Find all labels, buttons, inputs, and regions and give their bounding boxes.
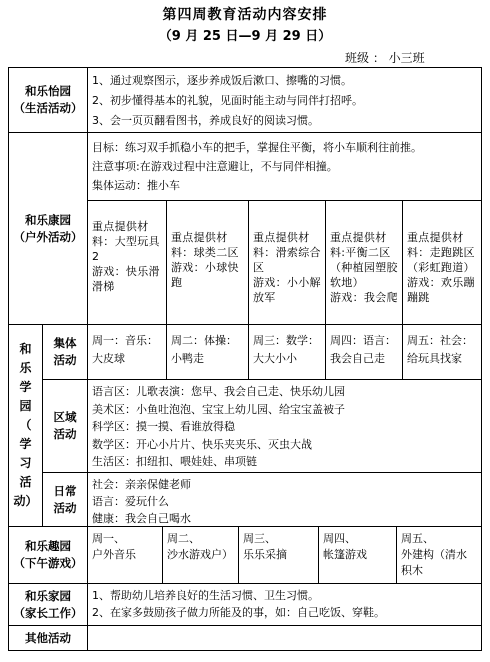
zone-game: 游戏：小小解放军 — [253, 276, 321, 304]
afternoon-day — [163, 529, 238, 583]
table-border — [481, 67, 482, 651]
zone-game: 游戏：快乐滑滑梯 — [92, 265, 160, 293]
life-label-line2: （生活活动） — [13, 101, 83, 115]
family-label-line2: （家长工作） — [13, 605, 83, 620]
outdoor-zone — [167, 228, 248, 324]
zone-game: 游戏：欢乐蹦蹦跳 — [407, 276, 475, 304]
daily-activity-label — [43, 473, 87, 526]
row-divider — [42, 472, 482, 473]
group-label-line2: 活动 — [53, 353, 77, 367]
outdoor-label-line1: 和乐康园 — [25, 212, 71, 227]
page-title: 第四周教育活动内容安排 — [162, 7, 328, 23]
group-day — [88, 330, 166, 379]
group-day-name: 周三：数学： — [253, 334, 319, 347]
group-label-line1: 集体 — [53, 336, 77, 350]
area-activity-content — [88, 381, 481, 472]
afternoon-day — [239, 529, 318, 583]
outdoor-label — [9, 133, 87, 324]
life-item: 1、通过观察图示，逐步养成饭后漱口、擦嘴的习惯。 — [92, 74, 352, 87]
zone-game: 游戏：小球快跑 — [171, 261, 239, 289]
daily-item: 语言：爱玩什么 — [92, 495, 169, 508]
afternoon-day-activity: 沙水游戏户） — [167, 548, 233, 561]
row-divider — [87, 200, 482, 201]
outdoor-note: 注意事项:在游戏过程中注意避让，不与同伴相撞。 — [92, 160, 338, 173]
group-day-name: 周五：社会： — [407, 334, 473, 347]
group-day — [403, 330, 481, 379]
family-label — [9, 584, 87, 625]
zone-material: 重点提供材料：走跑跳区（彩虹跑道） — [407, 231, 475, 274]
outdoor-zone — [88, 217, 166, 324]
group-day-name: 周一：音乐： — [92, 334, 158, 347]
group-day-activity: 小鸭走 — [171, 352, 204, 365]
group-day — [249, 330, 325, 379]
life-label — [9, 68, 87, 132]
group-day — [167, 330, 248, 379]
class-label: 班级 ： 小三班 — [345, 51, 425, 65]
outdoor-zone — [403, 228, 481, 324]
zone-material: 重点提供材料：大型玩具2 — [92, 220, 160, 263]
group-day-name: 周四：语言： — [330, 334, 396, 347]
afternoon-day-name: 周一、 — [92, 532, 125, 545]
afternoon-label-line1: 和乐趣园 — [25, 539, 71, 553]
table-border — [8, 650, 482, 651]
zone-material: 重点提供材料：球类二区 — [171, 231, 239, 259]
outdoor-goals — [88, 136, 481, 200]
other-content — [88, 627, 481, 650]
afternoon-day-activity: 帐篷游戏 — [323, 548, 367, 561]
afternoon-day-activity-cont: 积木 — [401, 564, 423, 577]
area-item: 科学区：摸一摸、看谁放得稳 — [92, 420, 235, 433]
life-item: 2、初步懂得基本的礼貌，见面时能主动与同伴打招呼。 — [92, 94, 363, 107]
life-item: 3、会一页页翻看图书，养成良好的阅读习惯。 — [92, 114, 319, 127]
area-item: 语言区：儿歌表演：您早、我会自己走、快乐幼儿园 — [92, 385, 345, 398]
group-day-activity: 大大小小 — [253, 352, 297, 365]
afternoon-day — [397, 529, 481, 583]
date-range: （9 月 25 日—9 月 29 日） — [158, 29, 332, 44]
afternoon-day-activity: 乐乐采摘 — [243, 548, 287, 561]
afternoon-day-activity: 外建构（清水 — [401, 548, 467, 561]
zone-material: 重点提供材料:平衡二区（种植园塑胶软地） — [330, 231, 398, 289]
group-activity-label — [43, 325, 87, 379]
area-item: 数学区：开心小片片、快乐夹夹乐、灭虫大战 — [92, 437, 312, 451]
learning-label: 和 乐 学 园 （ 学 习 活 动） — [13, 342, 38, 508]
group-day — [326, 330, 402, 379]
outdoor-label-line2: （户外活动） — [13, 229, 83, 244]
area-item: 美术区：小鱼吐泡泡、宝宝上幼儿园、给宝宝盖被子 — [92, 402, 345, 416]
zone-material: 重点提供材料：滑索综合区 — [253, 231, 321, 274]
afternoon-label-line2: （下午游戏） — [13, 556, 83, 570]
area-label-line1: 区域 — [53, 410, 77, 424]
other-label: 其他活动 — [25, 630, 71, 645]
afternoon-day-name: 周五、 — [401, 532, 434, 545]
afternoon-day-name: 周三、 — [243, 532, 276, 545]
row-divider — [42, 379, 482, 380]
outdoor-group-sport: 集体运动：推小车 — [92, 179, 180, 192]
daily-label-line2: 活动 — [53, 500, 77, 515]
life-label-line1: 和乐怡园 — [25, 84, 71, 98]
family-label-line1: 和乐家园 — [25, 588, 71, 603]
area-label-line2: 活动 — [53, 427, 77, 441]
afternoon-label — [9, 527, 87, 583]
afternoon-day-activity: 户外音乐 — [92, 548, 136, 561]
afternoon-day-name: 周四、 — [323, 532, 356, 545]
family-item: 1、帮助幼儿培养良好的生活习惯、卫生习惯。 — [92, 589, 319, 602]
daily-item: 社会：亲亲保健老师 — [92, 478, 191, 491]
family-item: 2、在家多鼓励孩子做力所能及的事，如：自己吃饭、穿鞋。 — [92, 606, 385, 619]
outdoor-zone — [326, 228, 402, 324]
zone-game: 游戏：我会爬 — [330, 291, 398, 304]
outdoor-goal: 目标：练习双手抓稳小车的把手，掌握住平衡，将小车顺利往前推。 — [92, 141, 422, 154]
afternoon-day — [319, 529, 396, 583]
area-activity-label — [43, 380, 87, 472]
group-day-name: 周二：体操： — [171, 334, 237, 347]
area-item: 生活区：扣纽扣、喂娃娃、串项链 — [92, 455, 257, 468]
daily-item: 健康：我会自己喝水 — [92, 512, 191, 525]
group-day-activity: 我会自己走 — [330, 352, 385, 365]
afternoon-day-name: 周二、 — [167, 532, 200, 545]
afternoon-day — [88, 529, 162, 583]
group-day-activity: 给玩具找家 — [407, 352, 462, 365]
daily-activity-content — [88, 474, 481, 526]
family-content — [88, 585, 481, 625]
life-content — [88, 69, 481, 132]
daily-label-line1: 日常 — [53, 483, 77, 498]
group-day-activity: 大皮球 — [92, 352, 125, 365]
outdoor-zone — [249, 228, 325, 324]
